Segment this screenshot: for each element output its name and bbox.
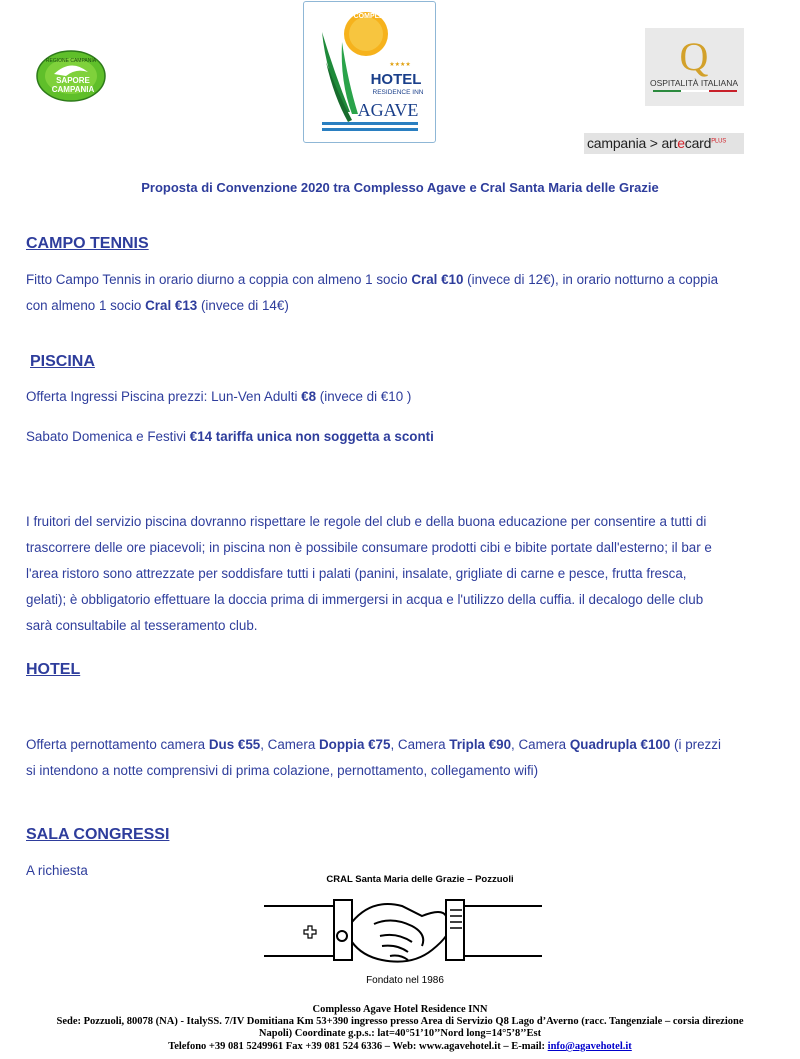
artecard-e: e bbox=[677, 135, 685, 151]
piscina-rules-2: trascorrere delle ore piacevoli; in piscina non è possibile consumare prodotti cibi e bibite portate dall'esterno; il bar e bbox=[26, 540, 712, 555]
artecard-prefix: campania > art bbox=[587, 135, 678, 151]
piscina-line1: Offerta Ingressi Piscina prezzi: Lun-Ven Adulti €8 (invece di €10 ) bbox=[26, 389, 412, 404]
footer-line4: Telefono +39 081 5249961 Fax +39 081 524 6336 – Web: www.agavehotel.it – E-mail: info@agavehotel.it bbox=[168, 1041, 632, 1052]
cral-founded: Fondato nel 1986 bbox=[366, 975, 444, 986]
footer-email-link[interactable]: info@agavehotel.it bbox=[547, 1041, 632, 1052]
agave-sub: RESIDENCE INN bbox=[372, 89, 424, 96]
hotel-line2: si intendono a notte comprensivi di prima colazione, pernottamento, collegamento wifi) bbox=[26, 763, 539, 778]
sapore-line1: REGIONE CAMPANIA bbox=[45, 58, 97, 64]
artecard-suffix: card bbox=[684, 135, 712, 151]
sapore-line2: SAPORE bbox=[56, 76, 90, 85]
artecard-logo bbox=[584, 133, 744, 154]
piscina-line2: Sabato Domenica e Festivi €14 tariffa unica non soggetta a sconti bbox=[26, 429, 434, 444]
piscina-rules-4: gelati); è obbligatorio effettuare la doccia prima di immergersi in acqua e l'utilizzo della cuffia. il decalogo delle club bbox=[26, 592, 704, 607]
agave-hotel: HOTEL bbox=[370, 71, 422, 88]
piscina-heading: PISCINA bbox=[30, 353, 95, 370]
piscina-rules-5: sarà consultabile al tesseramento club. bbox=[26, 618, 258, 633]
agave-name: AGAVE bbox=[357, 100, 419, 120]
footer-line3: Napoli) Coordinate g.p.s.: lat=40°51’10’’Nord long=14°5’8’’Est bbox=[258, 1028, 542, 1039]
tennis-line1: Fitto Campo Tennis in orario diurno a coppia con almeno 1 socio Cral €10 (invece di 12€), in orario notturno a coppia bbox=[26, 272, 719, 287]
sapore-line3: CAMPANIA bbox=[51, 85, 95, 94]
cral-handshake-logo bbox=[262, 886, 544, 974]
congressi-heading: SALA CONGRESSI bbox=[26, 826, 170, 843]
oi-text: OSPITALITÀ ITALIANA bbox=[649, 78, 739, 88]
hotel-line1: Offerta pernottamento camera Dus €55, Camera Doppia €75, Camera Tripla €90, Camera Quadrupla €100 (i prezzi bbox=[26, 737, 721, 752]
piscina-rules-3: l'area ristoro sono attrezzate per soddisfare tutti i palati (panini, insalate, grigliate di carne e pesce, frutta fresca, bbox=[26, 566, 687, 581]
congressi-text: A richiesta bbox=[26, 863, 88, 878]
footer-line2: Sede: Pozzuoli, 80078 (NA) - ItalySS. 7/IV Domitiana Km 53+390 ingresso presso Area di Servizio Q8 Lago d’Averno (racc. Tangenziale – corsia direzione bbox=[56, 1016, 744, 1027]
tennis-heading: CAMPO TENNIS bbox=[26, 235, 149, 252]
agave-hotel-logo bbox=[303, 1, 436, 143]
oi-letter: Q bbox=[679, 34, 709, 79]
agave-stars: ★★★★ bbox=[389, 61, 411, 68]
artecard-plus: PLUS bbox=[711, 138, 727, 145]
document-title: Proposta di Convenzione 2020 tra Complesso Agave e Cral Santa Maria delle Grazie bbox=[141, 180, 659, 195]
agave-top: COMPLESSO bbox=[353, 13, 399, 20]
footer-line1: Complesso Agave Hotel Residence INN bbox=[312, 1004, 488, 1015]
hotel-heading: HOTEL bbox=[26, 661, 81, 678]
ospitalita-italiana-logo bbox=[645, 28, 744, 106]
cral-title: CRAL Santa Maria delle Grazie – Pozzuoli bbox=[326, 874, 514, 885]
sapore-campania-logo bbox=[36, 50, 106, 102]
piscina-rules-1: I fruitori del servizio piscina dovranno rispettare le regole del club e della buona educazione per consentire a tutti di bbox=[26, 514, 707, 529]
tennis-line2: con almeno 1 socio Cral €13 (invece di 14€) bbox=[26, 298, 289, 313]
